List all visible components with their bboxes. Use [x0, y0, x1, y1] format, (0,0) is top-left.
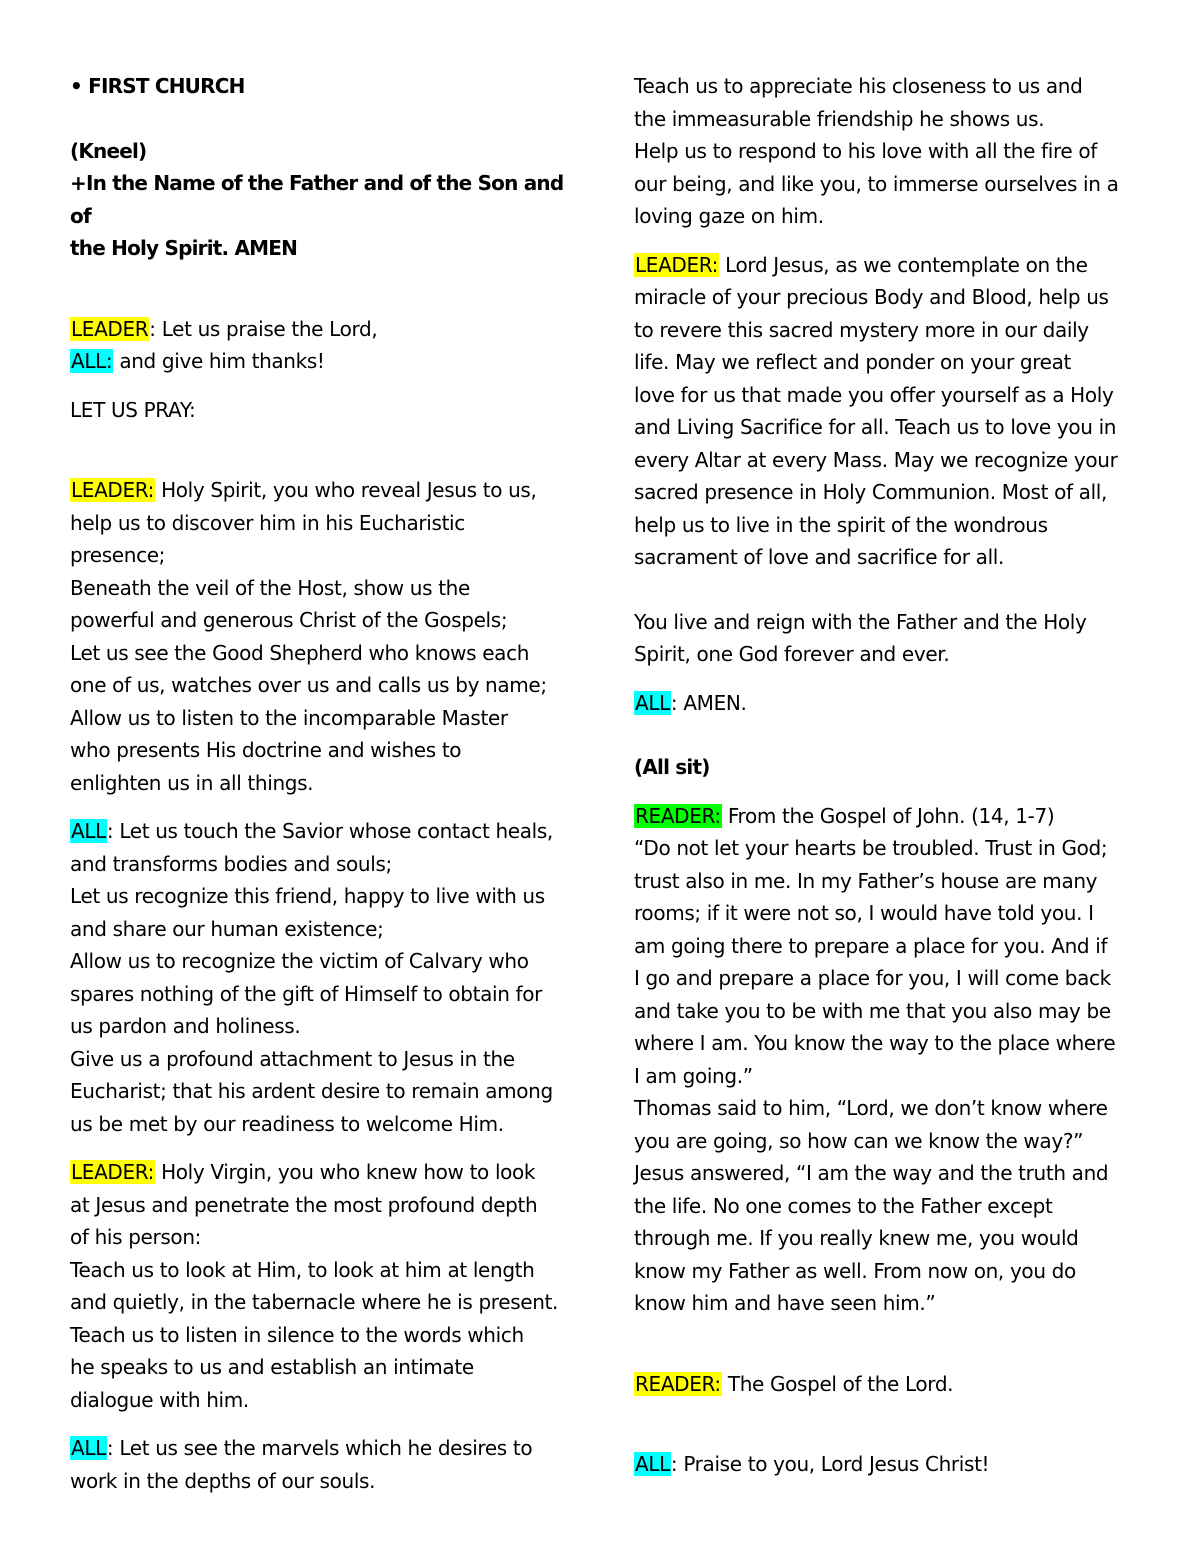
prayer-all-marvels — [70, 1432, 570, 1497]
reading-line: and take you to be with me that you also may be — [634, 998, 1111, 1023]
reading-line: know him and have seen him.” — [634, 1291, 936, 1315]
reading-line: you are going, so how can we know the way?” — [634, 1128, 1084, 1153]
all-tag: ALL — [71, 1436, 106, 1460]
prayer-line: and share our human existence; — [70, 916, 384, 941]
reading-line: rooms; if it were not so, I would have told you. I — [634, 901, 1094, 925]
all-tag: ALL — [635, 1452, 670, 1476]
right-column — [634, 70, 1134, 1481]
prayer-holy-virgin — [70, 1156, 570, 1416]
prayer-line: Let us recognize this friend, happy to live with us — [70, 884, 545, 908]
all-tag: ALL — [71, 819, 106, 843]
prayer-line: Allow us to recognize the victim of Calvary who — [70, 949, 529, 973]
prayer-line: LEADER: Holy Spirit, you who reveal Jesus to us, — [71, 478, 537, 502]
reading-line: READER: From the Gospel of John. (14, 1-7) — [635, 803, 1055, 828]
versicle-leader: LEADER: Let us praise the Lord, — [71, 316, 378, 341]
prayer-line: LEADER: Holy Virgin, you who knew how to look — [71, 1160, 536, 1184]
let-us-pray: LET US PRAY: — [70, 397, 196, 422]
reading-line: where I am. You know the way to the place where — [634, 1031, 1116, 1055]
prayer-line: the immeasurable friendship he shows us. — [634, 106, 1045, 131]
prayer-line: Teach us to listen in silence to the words which — [70, 1322, 524, 1347]
prayer-line: Beneath the veil of the Host, show us the — [70, 575, 470, 600]
prayer-line: at Jesus and penetrate the most profound depth — [70, 1192, 538, 1217]
prayer-line: presence; — [70, 543, 166, 567]
reading-line: trust also in me. In my Father’s house are many — [634, 868, 1098, 893]
prayer-line: and Living Sacrifice for all. Teach us to love you in — [634, 415, 1117, 439]
prayer-line: enlighten us in all things. — [70, 770, 314, 795]
prayer-line: Teach us to look at Him, to look at him at length — [70, 1257, 535, 1282]
prayer-line: our being, and like you, to immerse ourselves in a — [634, 171, 1119, 196]
response-text: and give him thanks! — [119, 349, 325, 373]
prayer-line: help us to live in the spirit of the wondrous — [634, 512, 1048, 537]
prayer-line: us be met by our readiness to welcome Him. — [70, 1111, 504, 1136]
prayer-lord-jesus — [634, 249, 1134, 574]
prayer-line: spares nothing of the gift of Himself to obtain for — [70, 981, 543, 1006]
gospel-reading — [634, 800, 1134, 1320]
reading-line: “Do not let your hearts be troubled. Trust in God; — [634, 836, 1108, 860]
rubric-all-sit: (All sit) — [634, 755, 710, 779]
reading-line: through me. If you really knew me, you would — [634, 1226, 1079, 1250]
prayer-line: to revere this sacred mystery more in our daily — [634, 317, 1089, 342]
prayer-line: and quietly, in the tabernacle where he is present. — [70, 1290, 559, 1314]
reader-tag: READER: — [635, 1371, 721, 1396]
reading-line: am going there to prepare a place for you. And if — [634, 933, 1108, 958]
prayer-line: ALL: Let us see the marvels which he desires to — [71, 1436, 533, 1460]
prayer-line: powerful and generous Christ of the Gospels; — [70, 608, 508, 632]
prayer-line: Spirit, one God forever and ever. — [634, 642, 950, 666]
left-column — [70, 70, 570, 1497]
prayer-line: one of us, watches over us and calls us by name; — [70, 673, 547, 697]
reading-line: Thomas said to him, “Lord, we don’t know where — [634, 1096, 1108, 1120]
rubric-kneel: (Kneel) — [70, 138, 147, 163]
prayer-line: he speaks to us and establish an intimate — [70, 1355, 474, 1379]
all-tag: ALL — [635, 690, 670, 715]
prayer-all-savior — [70, 815, 570, 1140]
gospel-acclamation-all: ALL: Praise to you, Lord Jesus Christ! — [635, 1452, 990, 1476]
prayer-line: miracle of your precious Body and Blood, help us — [634, 285, 1109, 309]
prayer-line: of his person: — [70, 1225, 202, 1249]
leader-tag: LEADER: — [635, 252, 719, 277]
prayer-line: Help us to respond to his love with all the fire of — [634, 139, 1097, 163]
leader-tag: LEADER: — [71, 478, 155, 502]
response-amen: ALL: AMEN. — [635, 690, 747, 715]
versicle-text: Let us praise the Lord, — [161, 316, 378, 341]
leader-tag: LEADER: — [71, 1160, 155, 1184]
prayer-line: ALL: Let us touch the Savior whose contact heals, — [71, 819, 553, 843]
all-tag: ALL: — [71, 349, 113, 373]
prayer-line: Give us a profound attachment to Jesus in the — [70, 1046, 515, 1071]
reading-line: I go and prepare a place for you, I will come back — [634, 966, 1111, 990]
prayer-line: every Altar at every Mass. May we recognize your — [634, 447, 1118, 472]
reading-line: Jesus answered, “I am the way and the truth and — [634, 1161, 1109, 1185]
reading-line: the life. No one comes to the Father except — [634, 1193, 1053, 1218]
doxology — [634, 606, 1134, 671]
prayer-line: sacred presence in Holy Communion. Most of all, — [634, 480, 1107, 504]
prayer-line: dialogue with him. — [70, 1387, 249, 1412]
prayer-line: Let us see the Good Shepherd who knows each — [70, 640, 530, 665]
reader-tag: READER: — [635, 803, 721, 828]
gospel-acclamation-reader: READER: The Gospel of the Lord. — [635, 1371, 954, 1396]
response-all — [70, 345, 570, 378]
reading-line: know my Father as well. From now on, you do — [634, 1258, 1076, 1283]
prayer-line: Eucharist; that his ardent desire to remain among — [70, 1079, 553, 1103]
prayer-line: and transforms bodies and souls; — [70, 851, 392, 876]
prayer-line: LEADER: Lord Jesus, as we contemplate on the — [635, 252, 1088, 277]
section-heading: • FIRST CHURCH — [70, 74, 245, 98]
prayer-line: us pardon and holiness. — [70, 1014, 301, 1038]
prayer-line: help us to discover him in his Eucharistic — [70, 510, 465, 535]
prayer-line: who presents His doctrine and wishes to — [70, 738, 462, 762]
prayer-line: Teach us to appreciate his closeness to us and — [634, 74, 1083, 98]
prayer-line: work in the depths of our souls. — [70, 1468, 376, 1493]
prayer-line: loving gaze on him. — [634, 204, 824, 228]
prayer-continued — [634, 70, 1134, 233]
sign-of-cross-line-2: the Holy Spirit. AMEN — [70, 236, 298, 260]
prayer-line: sacrament of love and sacrifice for all. — [634, 545, 1005, 569]
prayer-holy-spirit — [70, 474, 570, 799]
sign-of-cross-line-1: +In the Name of the Father and of the Son and of — [70, 171, 564, 228]
leader-tag: LEADER — [71, 316, 149, 341]
prayer-line: Allow us to listen to the incomparable Master — [70, 705, 508, 730]
prayer-line: life. May we reflect and ponder on your great — [634, 350, 1071, 374]
reading-line: I am going.” — [634, 1063, 753, 1088]
prayer-line: love for us that made you offer yourself as a Holy — [634, 382, 1114, 407]
prayer-line: You live and reign with the Father and the Holy — [634, 609, 1087, 634]
